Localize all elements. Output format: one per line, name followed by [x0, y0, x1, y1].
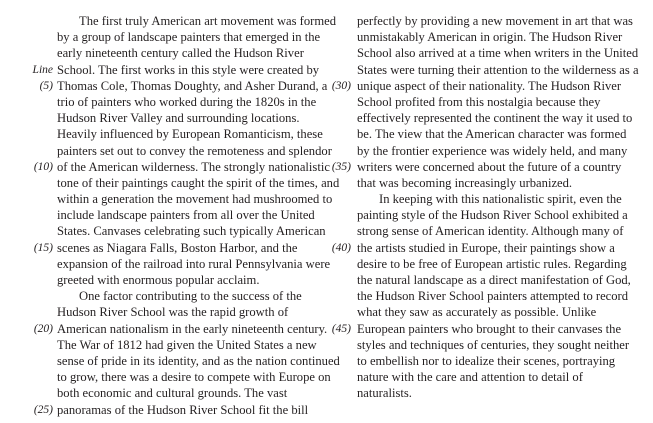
passage-line [300, 143, 653, 159]
line-text: American nationalism in the early nineteenth century. [57, 321, 328, 336]
line-text: European painters who brought to their canvases the [357, 321, 622, 336]
passage-line [300, 13, 653, 29]
line-text: scenes as Niagara Falls, Boston Harbor, and the [57, 240, 298, 255]
passage-line [300, 304, 653, 320]
line-text: the natural landscape as a direct manifestation of God, [357, 273, 631, 287]
line-text: early nineteenth century called the Hudson River [57, 46, 304, 61]
passage-line [0, 321, 330, 337]
passage-line [0, 337, 330, 353]
line-number: Line [32, 63, 53, 76]
line-text: greeted with enormous popular acclaim. [57, 273, 260, 287]
passage-line [0, 288, 330, 304]
line-text: Thomas Cole, Thomas Doughty, and Asher Durand, a [57, 78, 328, 93]
line-text: nature with the care and attention to detail of [357, 370, 583, 385]
passage-line [0, 191, 333, 207]
passage-line [0, 240, 330, 256]
passage-line [0, 110, 330, 126]
line-text: School. The first works in this style were created by [57, 62, 320, 77]
line-text: tone of their paintings caught the spirit of the times, and [57, 175, 340, 190]
passage-line [0, 207, 330, 223]
passage-line [300, 62, 653, 78]
line-text: Heavily influenced by European Romanticism, these [57, 127, 323, 142]
line-text: In keeping with this nationalistic spirit, even the [379, 192, 622, 207]
passage-line [300, 207, 653, 223]
passage-line [0, 272, 330, 288]
line-text: States were turning their attention to the wilderness as a [357, 62, 639, 77]
passage-line [300, 191, 653, 207]
line-text: trio of painters who worked during the 1820s in the [57, 94, 317, 109]
passage-line [0, 78, 330, 94]
line-text: Hudson River School was the rapid growth of [57, 305, 289, 320]
passage-line [300, 337, 653, 353]
line-text: within a generation the movement had mushroomed to [57, 192, 333, 207]
passage-line [300, 272, 653, 288]
line-number: (35) [331, 160, 351, 173]
line-number: (30) [331, 79, 351, 92]
line-text: The first truly American art movement was formed [79, 14, 337, 28]
line-text: desire to be free of European artistic rules. Regarding [357, 256, 627, 271]
passage-line [0, 256, 330, 272]
line-text: The War of 1812 had given the United States a new [57, 337, 317, 352]
passage-line [0, 159, 330, 175]
passage-line [0, 175, 340, 191]
passage-line [0, 13, 337, 29]
line-text: the artists studied in Europe, their paintings show a [357, 240, 615, 255]
line-text: include landscape painters from all over the United [57, 208, 315, 223]
passage-line [0, 143, 330, 159]
passage-line [300, 126, 653, 142]
passage-line [300, 29, 653, 45]
line-text: School also arrived at a time when writers in the United [357, 46, 639, 61]
passage-line [300, 321, 653, 337]
line-text: to embellish nor to idealize their scenes, portraying [357, 353, 616, 368]
passage-line [300, 159, 653, 175]
line-text: effectively represented the continent the way it used to [357, 111, 633, 126]
passage-line [300, 288, 653, 304]
passage-line [300, 369, 653, 385]
passage-line [300, 256, 653, 272]
passage-line [300, 223, 653, 239]
line-text: One factor contributing to the success of the [79, 289, 302, 304]
line-text: States. Canvases celebrating such typically American [57, 224, 326, 239]
line-text: naturalists. [357, 386, 412, 401]
line-number: (40) [331, 241, 351, 254]
line-text: perfectly by providing a new movement in art that was [357, 14, 633, 28]
line-text: School profited from this nostalgia because they [357, 94, 601, 109]
passage-line [0, 353, 340, 369]
passage-left-column [0, 13, 340, 418]
passage-line [0, 62, 330, 78]
passage-line [300, 175, 653, 191]
passage-line [300, 78, 653, 94]
line-number: (5) [39, 79, 53, 92]
line-text: writers were concerned about the future of a country [357, 159, 622, 174]
line-text: unmistakably American in origin. The Hudson River [357, 30, 623, 45]
line-text: both economic and cultural grounds. The vast [57, 386, 288, 401]
passage-line [300, 110, 653, 126]
passage-line [300, 353, 653, 369]
line-text: Hudson River Valley and surrounding locations. [57, 111, 300, 126]
line-text: by the frontier experience was widely held, and many [357, 143, 628, 158]
line-text: panoramas of the Hudson River School fit the bill [57, 402, 309, 417]
passage-line [0, 126, 330, 142]
line-number: (15) [33, 241, 53, 254]
line-text: painters set out to convey the remoteness and splendor [57, 143, 332, 158]
passage-line [0, 369, 330, 385]
line-text: to grow, there was a desire to compete with Europe on [57, 370, 331, 385]
passage-line [0, 29, 330, 45]
line-number: (10) [33, 160, 53, 173]
passage-line [0, 45, 330, 61]
line-text: styles and techniques of centuries, they sought neither [357, 337, 630, 352]
line-text: the Hudson River School painters attempted to record [357, 289, 629, 304]
passage-line [300, 240, 653, 256]
line-text: strong sense of American identity. Although many of [357, 224, 624, 239]
passage-line [0, 304, 330, 320]
line-text: by a group of landscape painters that emerged in the [57, 30, 321, 45]
line-text: that was becoming increasingly urbanized. [357, 175, 573, 190]
passage-line [0, 94, 330, 110]
line-text: what they saw as accurately as possible. Unlike [357, 305, 597, 320]
line-text: be. The view that the American character was formed [357, 127, 627, 142]
passage-line [0, 223, 330, 239]
line-text: expansion of the railroad into rural Pennsylvania were [57, 256, 331, 271]
line-text: unique aspect of their nationality. The Hudson River [357, 78, 622, 93]
passage-line [300, 94, 653, 110]
passage-line [300, 385, 653, 401]
passage-right-column [300, 13, 653, 402]
line-number: (25) [33, 403, 53, 416]
line-number: (45) [331, 322, 351, 335]
line-text: of the American wilderness. The strongly nationalistic [57, 159, 330, 174]
passage-line [0, 402, 330, 418]
line-text: sense of pride in its identity, and as the nation continued [57, 353, 340, 368]
passage-line [0, 385, 330, 401]
line-number: (20) [33, 322, 53, 335]
line-text: painting style of the Hudson River School exhibited a [357, 208, 628, 223]
passage-line [300, 45, 653, 61]
